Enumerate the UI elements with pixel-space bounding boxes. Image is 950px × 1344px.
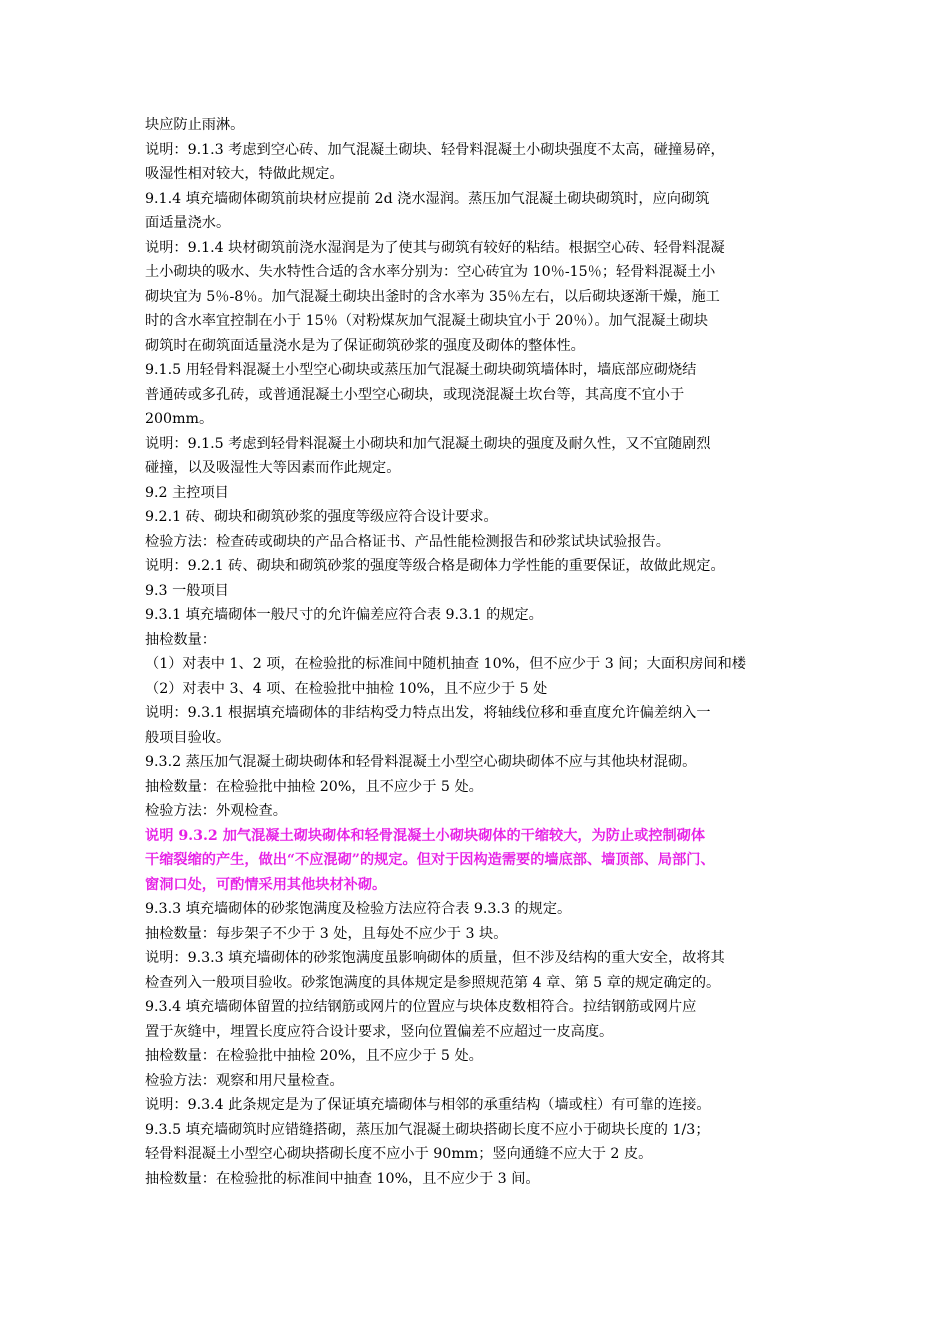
text-line: 轻骨料混凝土小型空心砌块搭砌长度不应小于 90mm；竖向通缝不应大于 2 皮。 (145, 1146, 653, 1162)
text-line: （1）对表中 1、2 项，在检验批的标准间中随机抽查 10%，但不应少于 3 间；大面积房间和楼 (145, 656, 746, 672)
text-line: 9.2 主控项目 (145, 484, 229, 501)
text-line: 块应防止雨淋。 (145, 117, 245, 133)
text-line: 时的含水率宜控制在小于 15％（对粉煤灰加气混凝土砌块宜小于 20％）。加气混凝土砌块 (145, 313, 708, 329)
text-line: 说明：9.1.4 块材砌筑前浇水湿润是为了使其与砌筑有较好的粘结。根据空心砖、轻骨料混凝 (145, 239, 725, 256)
text-line: 置于灰缝中，埋置长度应符合设计要求，竖向位置偏差不应超过一皮高度。 (145, 1023, 614, 1040)
text-line: 抽检数量：在检验批中抽检 20%，且不应少于 5 处。 (145, 778, 483, 795)
text-line: 说明：9.3.1 根据填充墙砌体的非结构受力特点出发，将轴线位移和垂直度允许偏差纳入一 (145, 705, 711, 721)
text-line: 面适量浇水。 (145, 215, 231, 231)
text-line: 抽检数量： (145, 631, 216, 648)
text-line: 说明：9.1.5 考虑到轻骨料混凝土小砌块和加气混凝土砌块的强度及耐久性，又不宜随剧烈 (145, 435, 711, 452)
text-line: 200mm。 (145, 411, 214, 427)
text-line: 碰撞，以及吸湿性大等因素而作此规定。 (145, 460, 401, 476)
text-line: 检验方法：外观检查。 (145, 803, 287, 819)
highlighted-text-line: 窗洞口处，可酌情采用其他块材补砌。 (145, 876, 387, 893)
highlighted-text-line: 说明 9.3.2 加气混凝土砌块砌体和轻骨混凝土小砌块砌体的干缩较大，为防止或控制砌体 (145, 827, 706, 844)
text-line: 9.3.1 填充墙砌体一般尺寸的允许偏差应符合表 9.3.1 的规定。 (145, 607, 543, 623)
document-page (145, 113, 810, 1191)
text-line: 9.2.1 砖、砌块和砌筑砂浆的强度等级应符合设计要求。 (145, 509, 498, 525)
text-line: 检验方法：检查砖或砌块的产品合格证书、产品性能检测报告和砂浆试块试验报告。 (145, 533, 670, 550)
text-line: 土小砌块的吸水、失水特性合适的含水率分别为：空心砖宜为 10％-15％；轻骨料混凝土小 (145, 264, 716, 280)
text-line: 9.3.5 填充墙砌筑时应错缝搭砌，蒸压加气混凝土砌块搭砌长度不应小于砌块长度的 1/3； (145, 1121, 710, 1138)
text-line: 抽检数量：在检验批中抽检 20%，且不应少于 5 处。 (145, 1048, 483, 1064)
text-line: 般项目验收。 (145, 729, 231, 746)
text-line: 抽检数量：每步架子不少于 3 处，且每处不应少于 3 块。 (145, 925, 508, 942)
text-line: 9.1.5 用轻骨料混凝土小型空心砌块或蒸压加气混凝土砌块砌筑墙体时，墙底部应砌烧结 (145, 362, 697, 378)
text-line: 砌块宜为 5％-8％。加气混凝土砌块出釜时的含水率为 35％左右，以后砌块逐渐干燥，施工 (145, 288, 720, 305)
text-line: （2）对表中 3、4 项、在检验批中抽检 10%，且不应少于 5 处 (145, 680, 548, 697)
text-line: 砌筑时在砌筑面适量浇水是为了保证砌筑砂浆的强度及砌体的整体性。 (145, 337, 585, 354)
text-line: 说明：9.1.3 考虑到空心砖、加气混凝土砌块、轻骨料混凝土小砌块强度不太高，碰撞易碎， (145, 141, 725, 158)
text-line: 说明：9.3.4 此条规定是为了保证填充墙砌体与相邻的承重结构（墙或柱）有可靠的连接。 (145, 1097, 711, 1113)
text-line: 9.1.4 填充墙砌体砌筑前块材应提前 2d 浇水湿润。蒸压加气混凝土砌块砌筑时，应向砌筑 (145, 190, 710, 207)
text-line: 9.3.3 填充墙砌体的砂浆饱满度及检验方法应符合表 9.3.3 的规定。 (145, 901, 572, 917)
highlighted-text-line: 干缩裂缩的产生，做出“不应混砌”的规定。但对于因构造需要的墙底部、墙顶部、局部门、 (145, 852, 715, 868)
text-line: 9.3.2 蒸压加气混凝土砌块砌体和轻骨料混凝土小型空心砌块砌体不应与其他块材混砌。 (145, 754, 697, 770)
text-line: 抽检数量：在检验批的标准间中抽查 10%，且不应少于 3 间。 (145, 1170, 540, 1187)
text-line: 说明：9.3.3 填充墙砌体的砂浆饱满度虽影响砌体的质量，但不涉及结构的重大安全，故将其 (145, 950, 725, 966)
text-line: 9.3 一般项目 (145, 582, 229, 599)
text-line: 检查列入一般项目验收。砂浆饱满度的具体规定是参照规范第 4 章、第 5 章的规定确定的。 (145, 974, 721, 991)
text-line: 检验方法：观察和用尺量检查。 (145, 1072, 344, 1089)
text-line: 吸湿性相对较大，特做此规定。 (145, 166, 344, 182)
text-line: 说明：9.2.1 砖、砌块和砌筑砂浆的强度等级合格是砌体力学性能的重要保证，故做此规定。 (145, 558, 725, 574)
text-line: 普通砖或多孔砖，或普通混凝土小型空心砌块，或现浇混凝土坎台等，其高度不宜小于 (145, 386, 685, 403)
text-line: 9.3.4 填充墙砌体留置的拉结钢筋或网片的位置应与块体皮数相符合。拉结钢筋或网片应 (145, 999, 697, 1015)
